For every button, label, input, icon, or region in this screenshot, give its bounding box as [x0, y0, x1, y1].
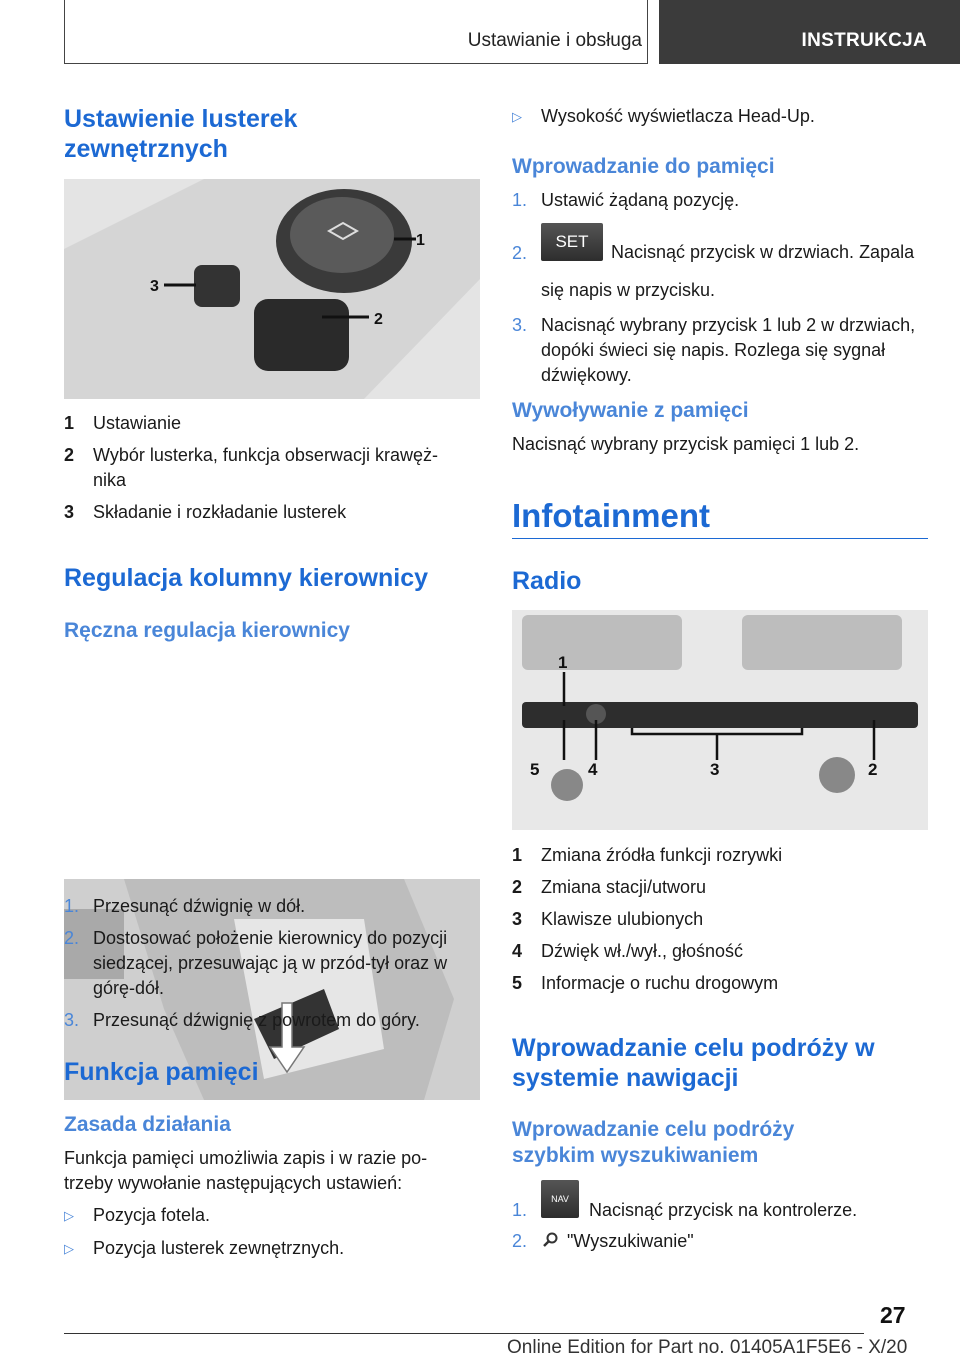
radio-callout-2: 2: [868, 760, 878, 779]
footer-edition: Online Edition for Part no. 01405A1F5E6 - X/20: [507, 1337, 908, 1358]
list-item: 5 Informacje o ruchu drogowym: [512, 973, 779, 993]
store-title: Wprowadzanie do pamięci: [512, 155, 775, 178]
radio-legend: [512, 843, 928, 996]
mirrors-legend: [64, 411, 480, 525]
triangle-bullet-icon: ▷: [512, 109, 522, 124]
callout-1: 1: [416, 232, 425, 249]
recall-text: Nacisnąć wybrany przycisk pamięci 1 lub 2.: [512, 434, 860, 454]
radio-callout-3: 3: [710, 760, 720, 779]
store-steps: [512, 188, 928, 388]
header-section-title: Ustawianie i obsługa: [467, 30, 642, 51]
callout-2: 2: [374, 311, 383, 328]
list-item: 2. "Wyszukiwanie": [512, 1229, 928, 1254]
steering-steps: [64, 894, 480, 1033]
page-number: 27: [880, 1302, 906, 1328]
nav-subtitle: Wprowadzanie celu podróży szybkim wyszukiwaniem: [512, 1118, 795, 1167]
list-item: 4 Dźwięk wł./wył., głośność: [512, 941, 744, 961]
list-item: 1. NAVNacisnąć przycisk na kontrolerze.: [512, 1180, 928, 1223]
steering-subtitle: Ręczna regulacja kierownicy: [64, 619, 350, 642]
infotainment-title: Infotainment: [512, 497, 710, 534]
section-divider: [512, 538, 928, 539]
nav-steps: [512, 1180, 928, 1254]
radio-callout-4: 4: [588, 760, 598, 779]
list-item: 1 Zmiana źródła funkcji rozrywki: [512, 845, 783, 865]
list-item: 1 Ustawianie: [64, 413, 182, 433]
list-item: 2 Wybór lusterka, funkcja obserwacji krawężnika: [64, 445, 438, 490]
mirrors-title: Ustawienie lusterek zewnętrznych: [64, 105, 298, 163]
left-column: [64, 0, 480, 1258]
memory-title: Funkcja pamięci: [64, 1058, 259, 1086]
nav-title: Wprowadzanie celu podróży w systemie nawigacji: [512, 1034, 875, 1092]
radio-callout-1: 1: [558, 653, 568, 672]
mirror-controls-photo: [64, 179, 480, 399]
right-column: [512, 0, 928, 1251]
recall-title: Wywoływanie z pamięci: [512, 399, 749, 422]
list-item: ▷ Pozycja lusterek zewnętrznych.: [64, 1236, 480, 1261]
list-item: ▷ Wysokość wyświetlacza Head-Up.: [512, 104, 928, 129]
memory-bullets: [64, 1203, 480, 1261]
radio-callout-5: 5: [530, 760, 540, 779]
list-item: 3. Nacisnąć wybrany przycisk 1 lub 2 w drzwiach, dopóki świeci się napis. Rozlega się sygnał dźwiękowy.: [512, 315, 916, 385]
list-item: 2. Dostosować położenie kierownicy do pozycji siedzącej, przesuwając ją w przód-tył oraz w górę-dół.: [64, 928, 448, 998]
mirror-controls-illustration: [64, 179, 480, 399]
list-item: 3 Klawisze ulubionych: [512, 909, 704, 929]
header-label: INSTRUKCJA: [801, 30, 927, 51]
list-item: 3 Składanie i rozkładanie lusterek: [64, 502, 347, 522]
list-item: 3. Przesunąć dźwignię z powrotem do góry.: [64, 1010, 420, 1030]
list-item: 1. Przesunąć dźwignię w dół.: [64, 896, 306, 916]
radio-title: Radio: [512, 567, 582, 595]
radio-photo: [512, 610, 928, 830]
list-item: 2. SETNacisnąć przycisk w drzwiach. Zapala się napis w przycisku.: [512, 223, 928, 286]
triangle-bullet-icon: ▷: [64, 1208, 74, 1223]
set-button-icon: SET: [541, 223, 603, 261]
callout-3: 3: [150, 278, 159, 295]
radio-panel-illustration: [512, 610, 928, 830]
memory-subtitle: Zasada działania: [64, 1113, 231, 1136]
triangle-bullet-icon: ▷: [64, 1241, 74, 1256]
list-item: ▷ Pozycja fotela.: [64, 1203, 480, 1228]
nav-button-icon: NAV: [541, 1180, 579, 1218]
list-item: 2 Zmiana stacji/utworu: [512, 877, 707, 897]
footer-divider: [64, 1333, 864, 1334]
memory-description: Funkcja pamięci umożliwia zapis i w razie potrzeby wywołanie następujących ustawień:: [64, 1148, 428, 1193]
list-item: 1. Ustawić żądaną pozycję.: [512, 190, 740, 210]
search-icon: [541, 1229, 567, 1254]
steering-title: Regulacja kolumny kierownicy: [64, 564, 429, 592]
